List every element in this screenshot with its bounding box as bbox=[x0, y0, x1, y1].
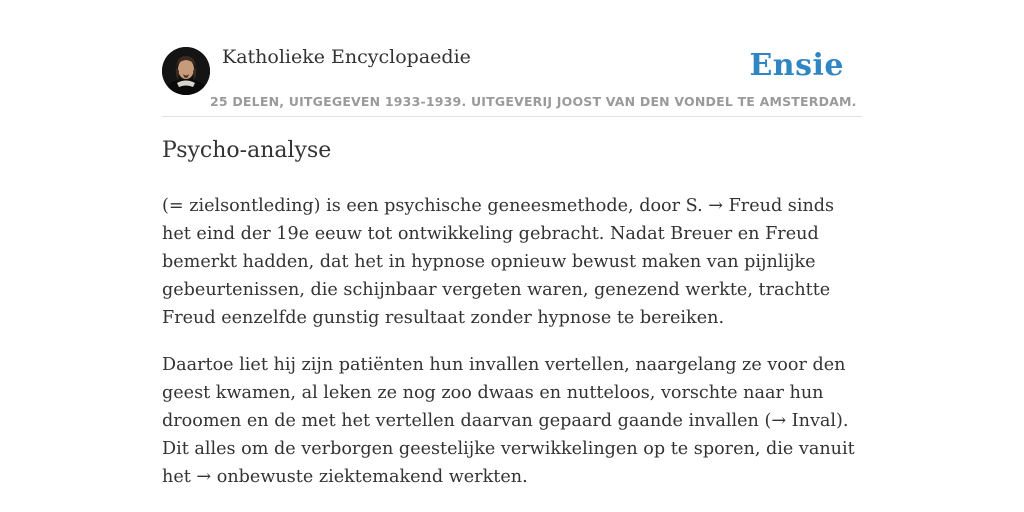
source-subtitle: 25 DELEN, UITGEGEVEN 1933-1939. UITGEVERIJ JOOST VAN DEN VONDEL TE AMSTERDAM. bbox=[210, 94, 857, 109]
article-body bbox=[162, 192, 866, 510]
source-title[interactable]: Katholieke Encyclopaedie bbox=[222, 46, 471, 68]
portrait-avatar-icon[interactable] bbox=[162, 47, 210, 95]
source-header bbox=[162, 44, 862, 117]
article-paragraph: (= zielsontleding) is een psychische geneesmethode, door S. → Freud sinds het eind der 19e eeuw tot ontwikkeling gebracht. Nadat Breuer en Freud bemerkt hadden, dat het in hypnose opnieuw bewust maken van pijnlijke gebeurtenissen, die schijnbaar vergeten waren, genezend werkte, trachtte Freud eenzelfde gunstig resultaat zonder hypnose te bereiken. bbox=[162, 196, 835, 328]
article-paragraph: Daartoe liet hij zijn patiënten hun invallen vertellen, naargelang ze voor den geest kwamen, al leken ze nog zoo dwaas en nutteloos, vorschte naar hun droomen en de met het vertellen daarvan gepaard gaande invallen (→ Inval). Dit alles om de verborgen geestelijke verwikkelingen op te sporen, die vanuit het → onbewuste ziektemakend werkten. bbox=[162, 355, 855, 487]
ensie-logo[interactable]: Ensie bbox=[749, 48, 844, 83]
page-title: Psycho-analyse bbox=[162, 138, 332, 163]
